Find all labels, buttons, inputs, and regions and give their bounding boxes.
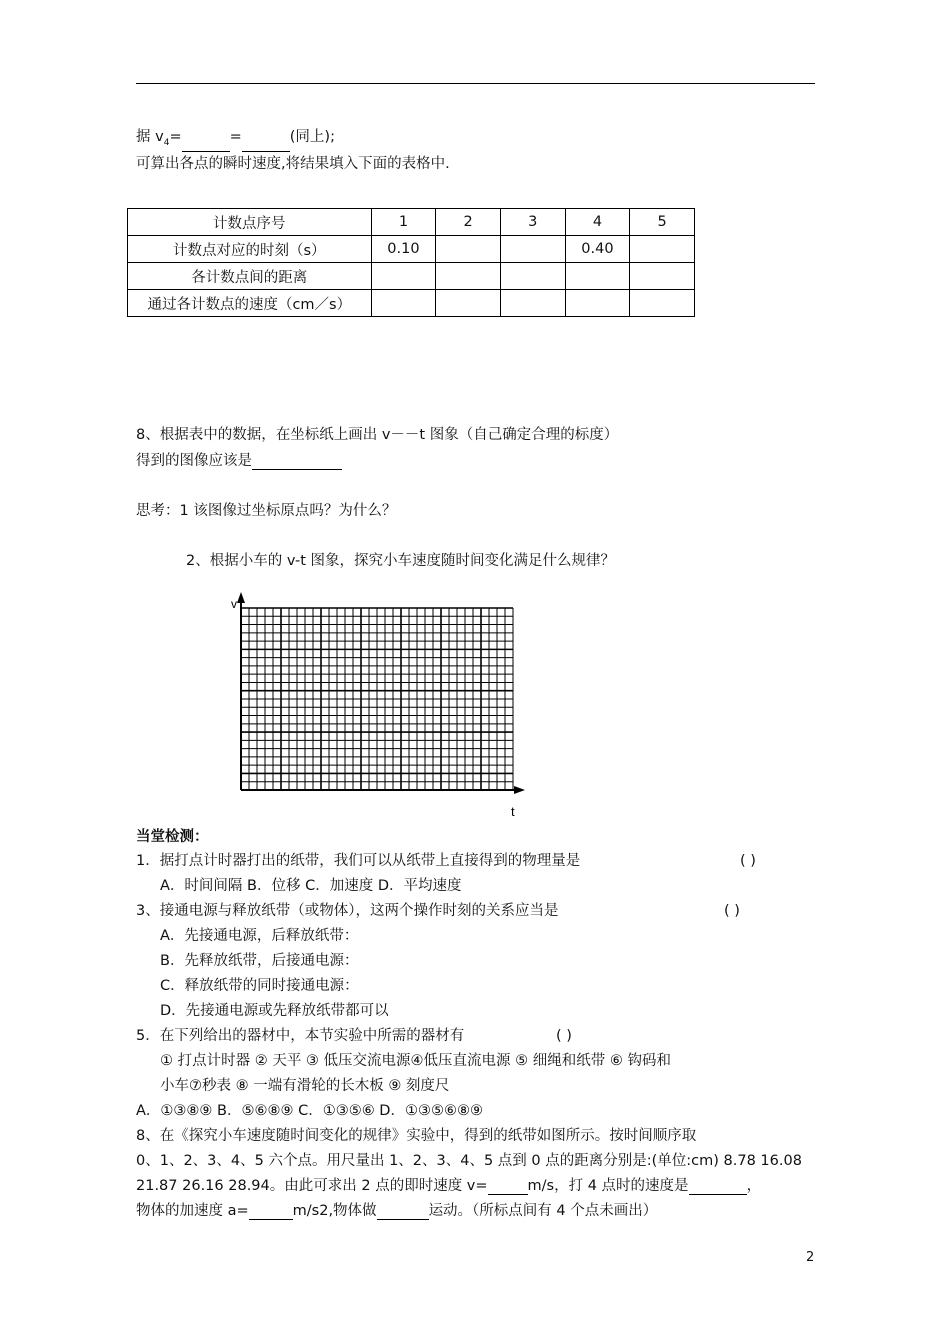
velocity-formula-line (136, 128, 335, 152)
check-q3-paren[interactable]: ( ) (724, 903, 740, 919)
check-q8-line4 (136, 1202, 657, 1220)
check-q5-options: A．①③⑧⑨ B．⑤⑥⑧⑨ C．①③⑤⑥ D．①③⑤⑥⑧⑨ (136, 1103, 483, 1119)
blank-2[interactable] (242, 137, 290, 152)
table-cell: 0.40 (565, 236, 630, 263)
table-cell[interactable] (371, 290, 436, 317)
instruction-line: 可算出各点的瞬时速度,将结果填入下面的表格中. (136, 156, 450, 172)
table-cell: 计数点序号 (128, 209, 372, 236)
formula-eq1: = (169, 129, 182, 145)
data-table (127, 208, 695, 317)
y-axis-arrow (237, 592, 245, 603)
table-cell[interactable] (371, 263, 436, 290)
y-axis-label: v (231, 597, 237, 611)
accel-blank[interactable] (249, 1205, 293, 1220)
table-row (128, 263, 695, 290)
header-rule (136, 83, 815, 84)
formula-eq2: = (229, 129, 242, 145)
table-row (128, 209, 695, 236)
check-q1-paren[interactable]: ( ) (740, 853, 756, 869)
table-cell: 通过各计数点的速度（cm／s） (128, 290, 372, 317)
table-cell: 各计数点间的距离 (128, 263, 372, 290)
check-q8-line3 (136, 1177, 761, 1195)
check-q3: 3、接通电源与释放纸带（或物体），这两个操作时刻的关系应当是 (136, 903, 559, 919)
q8-answer-blank[interactable] (252, 455, 342, 470)
motion-blank[interactable] (377, 1205, 429, 1220)
formula-suffix: (同上); (289, 129, 335, 145)
think-line2: 2、根据小车的 v-t 图象，探究小车速度随时间变化满足什么规律？ (186, 553, 616, 569)
table-cell: 3 (500, 209, 565, 236)
table-cell[interactable] (436, 290, 501, 317)
table-cell[interactable] (630, 236, 695, 263)
formula-subscript: 4 (163, 137, 170, 148)
blank-1[interactable] (182, 137, 230, 152)
q8-text-b: m/s，打 4 点时的速度是 (527, 1178, 689, 1194)
think-line1: 思考：1 该图像过坐标原点吗？为什么？ (136, 503, 397, 519)
x-axis-arrow (514, 786, 525, 794)
check-q1-options: A．时间间隔 B．位移 C．加速度 D．平均速度 (160, 878, 462, 894)
check-q3-option-d: D．先接通电源或先释放纸带都可以 (160, 1003, 389, 1019)
table-cell[interactable] (500, 263, 565, 290)
q8-text-c: ， (746, 1178, 762, 1194)
check-q3-option-c: C．释放纸带的同时接通电源： (160, 978, 359, 994)
q8-text-f: 运动。（所标点间有 4 个点未画出） (428, 1203, 658, 1219)
table-cell[interactable] (436, 236, 501, 263)
check-q8-line2: 0、1、2、3、4、5 六个点。用尺量出 1、2、3、4、5 点到 0 点的距离分别是:(单位:cm) 8.78 16.08 (136, 1153, 802, 1169)
table-cell[interactable] (630, 290, 695, 317)
check-q3-option-a: A．先接通电源，后释放纸带： (160, 928, 359, 944)
check-q5-paren[interactable]: ( ) (556, 1028, 572, 1044)
formula-prefix: 据 v (136, 129, 164, 145)
table-cell[interactable] (500, 236, 565, 263)
check-title: 当堂检测： (136, 829, 209, 845)
q8-text-e: m/s2,物体做 (292, 1203, 377, 1219)
table-cell: 0.10 (371, 236, 436, 263)
q8-line2 (136, 452, 342, 470)
check-q1: 1．据打点计时器打出的纸带，我们可以从纸带上直接得到的物理量是 (136, 853, 581, 869)
table-cell: 1 (371, 209, 436, 236)
check-q8-line1: 8、在《探究小车速度随时间变化的规律》实验中，得到的纸带如图所示。按时间顺序取 (136, 1128, 697, 1144)
table-cell[interactable] (565, 290, 630, 317)
table-cell: 2 (436, 209, 501, 236)
check-q5: 5．在下列给出的器材中，本节实验中所需的器材有 (136, 1028, 465, 1044)
x-axis-label: t (511, 804, 515, 819)
q8-text-a: 21.87 26.16 28.94。由此可求出 2 点的即时速度 v= (136, 1178, 488, 1194)
page-number: 2 (806, 1250, 815, 1265)
table-cell[interactable] (630, 263, 695, 290)
table-cell[interactable] (565, 263, 630, 290)
table-cell[interactable] (436, 263, 501, 290)
check-q3-option-b: B．先释放纸带，后接通电源： (160, 953, 359, 969)
table-row (128, 236, 695, 263)
v4-blank[interactable] (689, 1180, 747, 1195)
q8-prompt: 得到的图像应该是 (136, 453, 252, 469)
vt-graph-grid[interactable] (225, 590, 535, 820)
table-row (128, 290, 695, 317)
table-cell: 计数点对应的时刻（s） (128, 236, 372, 263)
table-cell[interactable] (500, 290, 565, 317)
check-q5-items1: ① 打点计时器 ② 天平 ③ 低压交流电源④低压直流电源 ⑤ 细绳和纸带 ⑥ 钩码和 (160, 1053, 671, 1069)
table-cell: 5 (630, 209, 695, 236)
q8-text-d: 物体的加速度 a= (136, 1203, 249, 1219)
v2-blank[interactable] (488, 1180, 528, 1195)
q8-line1: 8、根据表中的数据，在坐标纸上画出 v－－t 图象（自己确定合理的标度） (136, 427, 619, 443)
check-q5-items2: 小车⑦秒表 ⑧ 一端有滑轮的长木板 ⑨ 刻度尺 (160, 1078, 450, 1094)
table-cell: 4 (565, 209, 630, 236)
